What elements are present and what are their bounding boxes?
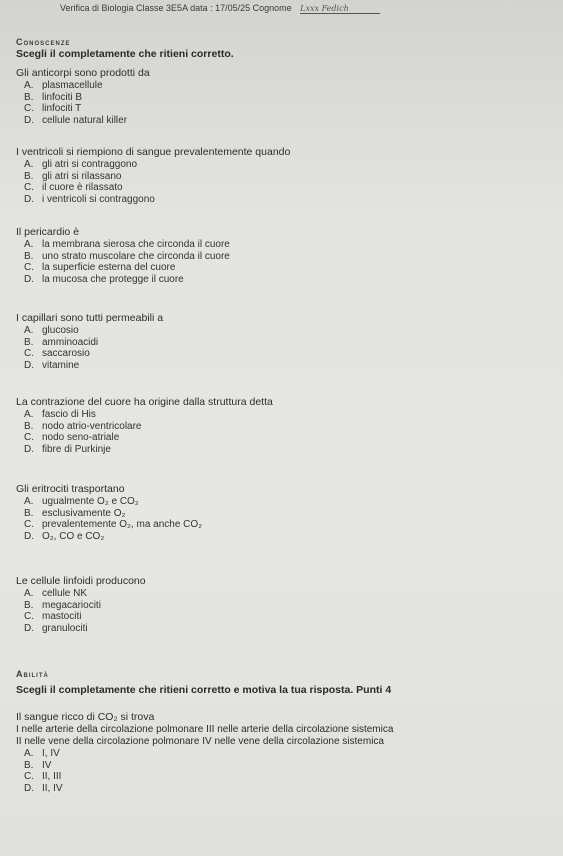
statement-line-2: II nelle vene della circolazione polmonare IV nelle vene della circolazione sistemica [16, 736, 384, 747]
option-b[interactable]: B. linfociti B [24, 91, 83, 103]
page-header [60, 0, 560, 14]
option-b[interactable]: B. megacariociti [24, 599, 101, 611]
surname-field: Lxxx Fedich [300, 4, 380, 14]
question-stem: Gli eritrociti trasportano [16, 483, 125, 495]
option-c[interactable]: C. il cuore è rilassato [24, 182, 123, 193]
options-list [16, 325, 556, 371]
question-6 [16, 483, 556, 542]
option-c[interactable]: C. linfociti T [24, 103, 82, 114]
option-c[interactable]: C. II, III [24, 771, 62, 782]
question-stem: Le cellule linfoidi producono [16, 575, 146, 587]
header-text: Verifica di Biologia Classe 3E5A data : 17/05/25 Cognome [60, 3, 292, 13]
option-b[interactable]: B. IV [24, 759, 52, 771]
question-3 [16, 226, 556, 285]
question-4 [16, 312, 556, 371]
option-b[interactable]: B. uno strato muscolare che circonda il cuore [24, 250, 230, 262]
option-d[interactable]: D. cellule natural killer [24, 114, 128, 126]
option-a[interactable]: A. cellule NK [24, 588, 88, 599]
question-stem: I capillari sono tutti permeabili a [16, 312, 164, 324]
question-stem: La contrazione del cuore ha origine dalla struttura detta [16, 396, 273, 408]
option-d[interactable]: D. i ventricoli si contraggono [24, 193, 155, 205]
option-a[interactable]: A. ugualmente O₂ e CO₂ [24, 496, 139, 507]
option-d[interactable]: D. la mucosa che protegge il cuore [24, 273, 184, 285]
question-2 [16, 146, 556, 205]
options-list [16, 496, 556, 542]
question-7 [16, 575, 556, 634]
question-stem: Il pericardio è [16, 226, 80, 238]
question-1 [16, 67, 556, 126]
option-b[interactable]: B. nodo atrio-ventricolare [24, 420, 142, 432]
options-list [16, 80, 556, 126]
statement-line-1: I nelle arterie della circolazione polmonare III nelle arterie della circolazione sistemica [16, 724, 394, 735]
option-a[interactable]: A. gli atri si contraggono [24, 159, 138, 170]
option-d[interactable]: D. vitamine [24, 359, 80, 371]
option-c[interactable]: C. la superficie esterna del cuore [24, 262, 176, 273]
question-stem: Il sangue ricco di CO₂ si trova [16, 711, 155, 723]
option-b[interactable]: B. esclusivamente O₂ [24, 507, 126, 519]
options-list [16, 239, 556, 285]
options-list [16, 409, 556, 455]
question-8 [16, 711, 556, 794]
option-b[interactable]: B. gli atri si rilassano [24, 170, 122, 182]
section-title-conoscenze: Conoscenze [16, 37, 71, 47]
option-c[interactable]: C. nodo seno-atriale [24, 432, 120, 443]
question-stem: Gli anticorpi sono prodotti da [16, 67, 150, 79]
option-d[interactable]: D. O₂, CO e CO₂ [24, 530, 105, 542]
option-a[interactable]: A. la membrana sierosa che circonda il cuore [24, 239, 230, 250]
options-list [16, 159, 556, 205]
option-d[interactable]: D. fibre di Purkinje [24, 443, 111, 455]
option-a[interactable]: A. plasmacellule [24, 80, 103, 91]
options-list [16, 748, 556, 794]
option-d[interactable]: D. granulociti [24, 622, 88, 634]
option-c[interactable]: C. mastociti [24, 611, 82, 622]
section-instruction-2: Scegli il completamente che ritieni corretto e motiva la tua risposta. Punti 4 [16, 684, 392, 696]
section-title-abilita: Abilità [16, 669, 49, 679]
option-a[interactable]: A. fascio di His [24, 409, 96, 420]
option-d[interactable]: D. II, IV [24, 782, 63, 794]
options-list [16, 588, 556, 634]
section-instruction: Scegli il completamente che ritieni corretto. [16, 48, 234, 60]
option-a[interactable]: A. glucosio [24, 325, 79, 336]
question-stem: I ventricoli si riempiono di sangue prevalentemente quando [16, 146, 291, 158]
option-c[interactable]: C. saccarosio [24, 348, 90, 359]
option-a[interactable]: A. I, IV [24, 748, 60, 759]
option-b[interactable]: B. amminoacidi [24, 336, 99, 348]
option-c[interactable]: C. prevalentemente O₂, ma anche CO₂ [24, 519, 203, 530]
question-5 [16, 396, 556, 455]
